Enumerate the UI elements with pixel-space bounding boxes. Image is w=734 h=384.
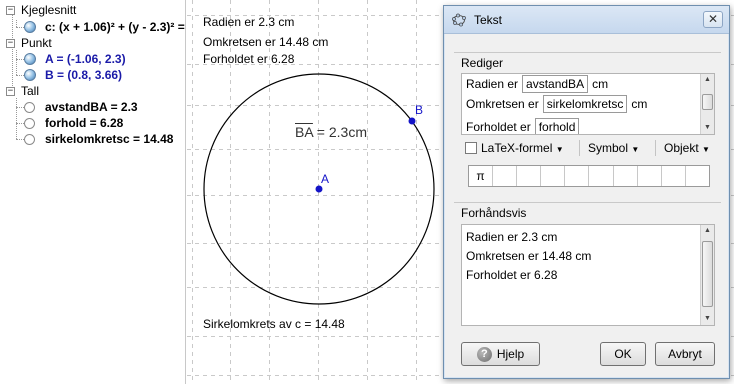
- tree-connector: [12, 14, 13, 90]
- segment-length-label[interactable]: [295, 124, 367, 140]
- segment-name: $\overline{BA}$: [295, 124, 313, 140]
- segment-value: = 2.3cm: [316, 124, 367, 140]
- tree-connector: [16, 123, 24, 124]
- geogebra-icon: [452, 13, 466, 27]
- object-label: c: (x + 1.06)² + (y - 2.3)² =: [45, 20, 185, 34]
- preview-scrollbar[interactable]: [700, 225, 714, 325]
- point-a[interactable]: [316, 186, 323, 193]
- dropdown-arrow-icon: ▼: [555, 145, 564, 154]
- symbol-bar: [468, 165, 710, 187]
- toolbar-separator: [655, 140, 656, 156]
- group-label: Tall: [21, 84, 40, 98]
- scroll-thumb[interactable]: [702, 241, 713, 307]
- cancel-label: Avbryt: [668, 347, 702, 361]
- ok-button[interactable]: [600, 342, 646, 366]
- symbol-cell[interactable]: [686, 166, 709, 186]
- point-b[interactable]: [409, 118, 416, 125]
- toolbar-separator: [579, 140, 580, 156]
- help-button[interactable]: [461, 342, 540, 366]
- object-menu[interactable]: [664, 141, 710, 155]
- editor-text: Radien er: [466, 77, 519, 91]
- preview-section-label: Forhåndsvis: [461, 206, 527, 220]
- symbol-cell[interactable]: [565, 166, 589, 186]
- text-ratio[interactable]: Forholdet er 6.28: [203, 52, 295, 66]
- editor-line-2: [466, 95, 647, 113]
- close-icon: ✕: [707, 12, 719, 26]
- tree-connector: [16, 75, 24, 76]
- text-circumference[interactable]: Omkretsen er 14.48 cm: [203, 35, 329, 49]
- preview-line: Omkretsen er 14.48 cm: [466, 249, 592, 263]
- text-circle-circumference[interactable]: Sirkelomkrets av c = 14.48: [203, 317, 345, 331]
- tree-connector: [16, 50, 17, 75]
- edit-section-label: Rediger: [461, 56, 504, 70]
- point-b-label: B: [415, 103, 424, 117]
- text-radius[interactable]: Radien er 2.3 cm: [203, 15, 295, 29]
- symbol-menu[interactable]: [588, 141, 639, 155]
- scroll-thumb[interactable]: [702, 94, 713, 110]
- editor-toolbar: [461, 138, 715, 158]
- dialog-titlebar[interactable]: [444, 6, 729, 34]
- object-menu-label: Objekt: [664, 141, 699, 155]
- cancel-button[interactable]: [655, 342, 715, 366]
- section-divider: [454, 52, 721, 53]
- tree-connector: [16, 20, 17, 27]
- text-editor[interactable]: [461, 73, 715, 135]
- symbol-cell-pi[interactable]: π: [469, 166, 493, 186]
- object-label: B = (0.8, 3.66): [45, 68, 123, 82]
- preview-line: Forholdet er 6.28: [466, 268, 558, 282]
- object-label: forhold = 6.28: [45, 116, 124, 130]
- latex-menu[interactable]: [481, 141, 564, 155]
- dialog-title: Tekst: [474, 13, 503, 27]
- algebra-view: [0, 0, 186, 384]
- tree-connector: [16, 107, 24, 108]
- algebra-item-sirkelomkretsc[interactable]: [24, 130, 173, 148]
- close-button[interactable]: [703, 11, 723, 28]
- visibility-toggle-icon[interactable]: [24, 69, 36, 81]
- visibility-toggle-icon[interactable]: [24, 21, 36, 33]
- visibility-toggle-icon[interactable]: [24, 134, 35, 145]
- object-label: sirkelomkretsc = 14.48: [45, 132, 174, 146]
- collapse-icon[interactable]: −: [7, 4, 14, 15]
- tree-connector: [16, 98, 17, 139]
- tree-connector: [16, 139, 24, 140]
- symbol-cell[interactable]: [541, 166, 565, 186]
- dropdown-arrow-icon: ▼: [702, 145, 710, 154]
- dynamic-object-box[interactable]: sirkelomkretsc: [543, 95, 628, 113]
- section-divider: [454, 202, 721, 203]
- editor-scrollbar[interactable]: [700, 74, 714, 134]
- symbol-cell[interactable]: [589, 166, 613, 186]
- text-dialog: [443, 5, 730, 379]
- symbol-cell[interactable]: [493, 166, 517, 186]
- visibility-toggle-icon[interactable]: [24, 53, 36, 65]
- symbol-cell[interactable]: [638, 166, 662, 186]
- help-label: Hjelp: [496, 347, 525, 361]
- point-a-label: A: [321, 172, 330, 186]
- editor-text: Omkretsen er: [466, 97, 539, 111]
- scroll-down-icon[interactable]: ▼: [704, 315, 711, 322]
- scroll-down-icon[interactable]: ▼: [704, 124, 711, 131]
- object-label: A = (-1.06, 2.3): [45, 52, 126, 66]
- tree-group-kjeglesnitt[interactable]: [6, 1, 76, 19]
- ok-label: OK: [614, 347, 632, 361]
- group-label: Punkt: [21, 36, 52, 50]
- symbol-cell[interactable]: [614, 166, 638, 186]
- symbol-cell[interactable]: [662, 166, 686, 186]
- editor-text: Forholdet er: [466, 120, 531, 134]
- latex-label: LaTeX-formel: [481, 141, 553, 155]
- scroll-up-icon[interactable]: ▲: [704, 227, 711, 234]
- editor-text: cm: [592, 77, 609, 91]
- symbol-label: Symbol: [588, 141, 629, 155]
- dropdown-arrow-icon: ▼: [631, 145, 640, 154]
- symbol-cell[interactable]: [517, 166, 541, 186]
- tree-connector: [16, 59, 24, 60]
- collapse-icon[interactable]: −: [7, 37, 14, 48]
- help-icon: ?: [477, 347, 492, 362]
- preview-pane: [461, 224, 715, 326]
- visibility-toggle-icon[interactable]: [24, 118, 35, 129]
- scroll-up-icon[interactable]: ▲: [704, 76, 711, 83]
- object-label: avstandBA = 2.3: [45, 100, 138, 114]
- collapse-icon[interactable]: −: [7, 85, 14, 96]
- editor-line-1: [466, 75, 608, 93]
- group-label: Kjeglesnitt: [21, 3, 77, 17]
- visibility-toggle-icon[interactable]: [24, 102, 35, 113]
- dynamic-object-box[interactable]: avstandBA: [522, 75, 588, 93]
- preview-line: Radien er 2.3 cm: [466, 230, 558, 244]
- tree-connector: [16, 27, 24, 28]
- editor-text: cm: [631, 97, 648, 111]
- editor-line-3: [466, 118, 583, 135]
- latex-checkbox[interactable]: [465, 142, 477, 154]
- dynamic-object-box[interactable]: forhold: [535, 118, 580, 135]
